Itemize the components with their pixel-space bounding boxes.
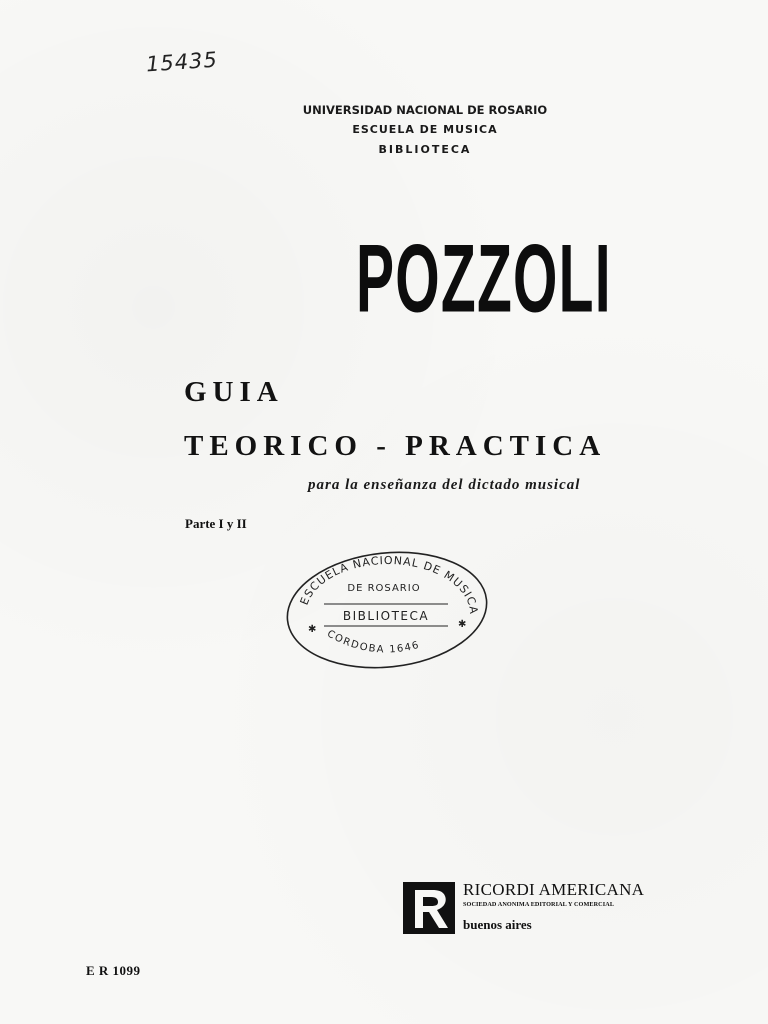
star-icon: ✱: [458, 619, 467, 630]
subtitle: para la enseñanza del dictado musical: [308, 477, 581, 493]
stamp-bottom: CORDOBA 1646: [325, 628, 422, 656]
handwritten-inventory-number: 15435: [145, 47, 219, 77]
author-name: POZZOLI: [356, 225, 612, 333]
library-stamp-line3: BIBLIOTECA: [378, 143, 472, 156]
library-stamp-line1: UNIVERSIDAD NACIONAL DE ROSARIO: [302, 103, 548, 117]
catalog-number: E R 1099: [86, 963, 141, 978]
round-library-stamp: [284, 548, 490, 670]
publisher-tagline: SOCIEDAD ANONIMA EDITORIAL Y COMERCIAL: [463, 901, 615, 908]
star-icon: ✱: [308, 624, 317, 635]
publisher-city: buenos aires: [463, 917, 532, 932]
library-stamp: [0, 100, 768, 160]
parts-label: Parte I y II: [185, 516, 247, 531]
publisher-name: RICORDI AMERICANA: [463, 880, 645, 899]
title-line1: GUIA: [184, 376, 284, 408]
stamp-outer-text: ESCUELA NACIONAL DE MUSICA: [297, 553, 481, 616]
stamp-center: BIBLIOTECA: [342, 609, 430, 623]
publisher-block: [403, 880, 673, 940]
stamp-city: DE ROSARIO: [347, 583, 421, 594]
title-line2: TEORICO - PRACTICA: [184, 430, 607, 462]
library-stamp-line2: ESCUELA DE MUSICA: [352, 123, 498, 136]
ricordi-r-logo-icon: [403, 882, 455, 934]
